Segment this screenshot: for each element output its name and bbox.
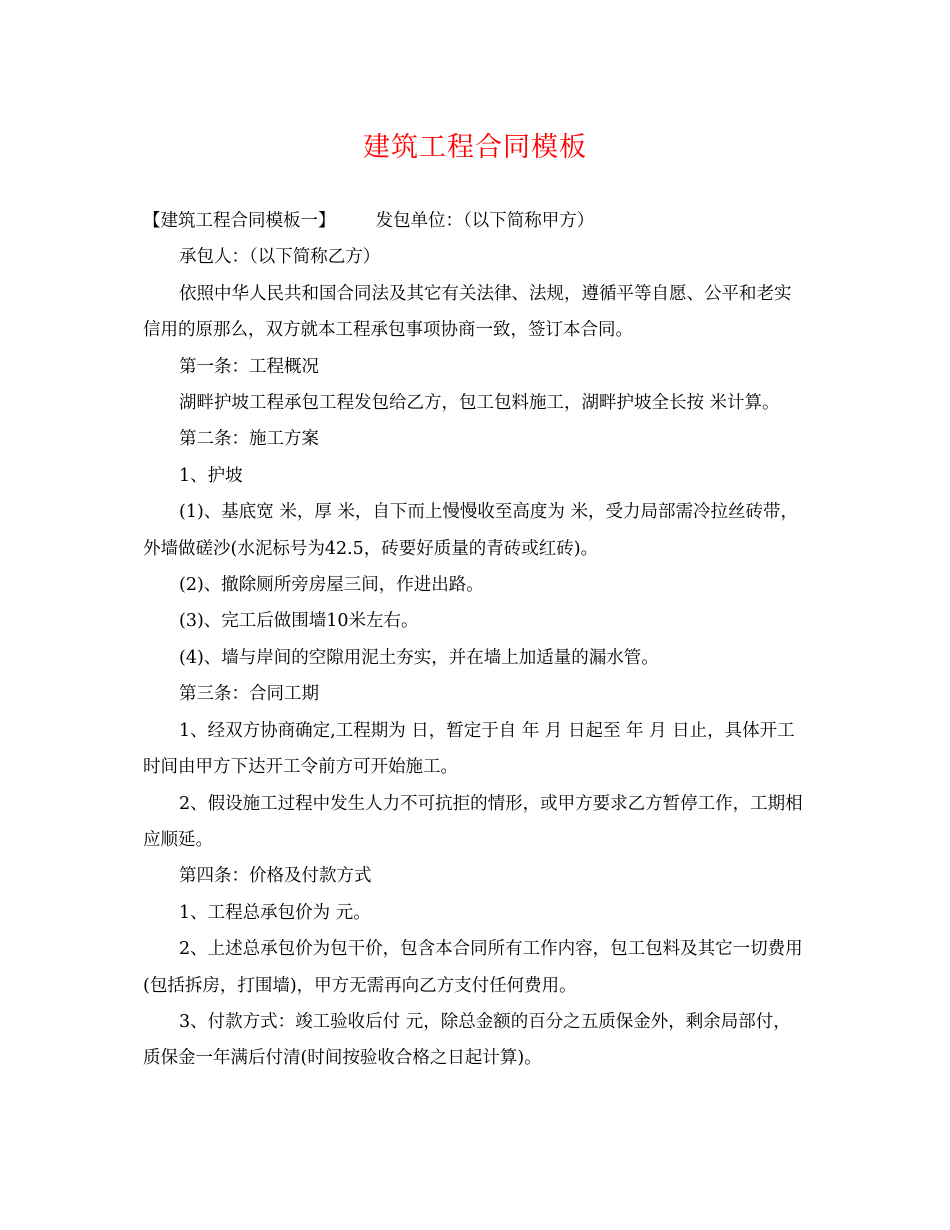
paragraph: (4)、墙与岸间的空隙用泥土夯实，并在墙上加适量的漏水管。	[179, 647, 659, 668]
section-heading: 第四条：价格及付款方式	[179, 866, 372, 887]
paragraph: 3、付款方式：竣工验收后付 元，除总金额的百分之五质保金外，剩余局部付，质保金一年满后付清(时间按验收合格之日起计算)。	[143, 1011, 791, 1069]
section-heading: 第三条：合同工期	[179, 684, 319, 705]
paragraph: (3)、完工后做围墙10米左右。	[179, 611, 419, 632]
template-label: 【建筑工程合同模板一】	[143, 211, 336, 231]
section-heading: 第二条：施工方案	[179, 429, 319, 450]
paragraph: 1、护坡	[179, 465, 243, 486]
paragraph: 湖畔护坡工程承包工程发包给乙方，包工包料施工，湖畔护坡全长按 米计算。	[179, 393, 780, 414]
paragraph: 1、经双方协商确定,工程期为 日，暂定于自 年 月 日起至 年 月 日止，具体开工时间由甲方下达开工令前方可开始施工。	[143, 720, 795, 778]
section-heading: 第一条：工程概况	[179, 356, 319, 377]
paragraph: 依照中华人民共和国合同法及其它有关法律、法规，遵循平等自愿、公平和老实信用的原那么，双方就本工程承包事项协商一致，签订本合同。	[143, 283, 792, 341]
first-line	[143, 203, 808, 239]
document-body	[143, 203, 808, 1077]
paragraph: (2)、撤除厕所旁房屋三间，作进出路。	[179, 575, 484, 596]
paragraph: 承包人：（以下简称乙方）	[179, 247, 381, 268]
paragraph: 2、上述总承包价为包干价，包含本合同所有工作内容，包工包料及其它一切费用(包括拆房，打围墙)，甲方无需再向乙方支付任何费用。	[143, 939, 803, 996]
paragraph: 1、工程总承包价为 元。	[179, 902, 371, 923]
paragraph: 2、假设施工过程中发生人力不可抗拒的情形，或甲方要求乙方暂停工作，工期相应顺延。	[143, 793, 803, 850]
employer-line: 发包单位：（以下简称甲方）	[375, 211, 595, 231]
document-title: 建筑工程合同模板	[363, 132, 587, 163]
paragraph: (1)、基底宽 米，厚 米，自下而上慢慢收至高度为 米，受力局部需冷拉丝砖带，外墙做磋沙(水泥标号为42.5，砖要好质量的青砖或红砖)。	[143, 502, 798, 559]
